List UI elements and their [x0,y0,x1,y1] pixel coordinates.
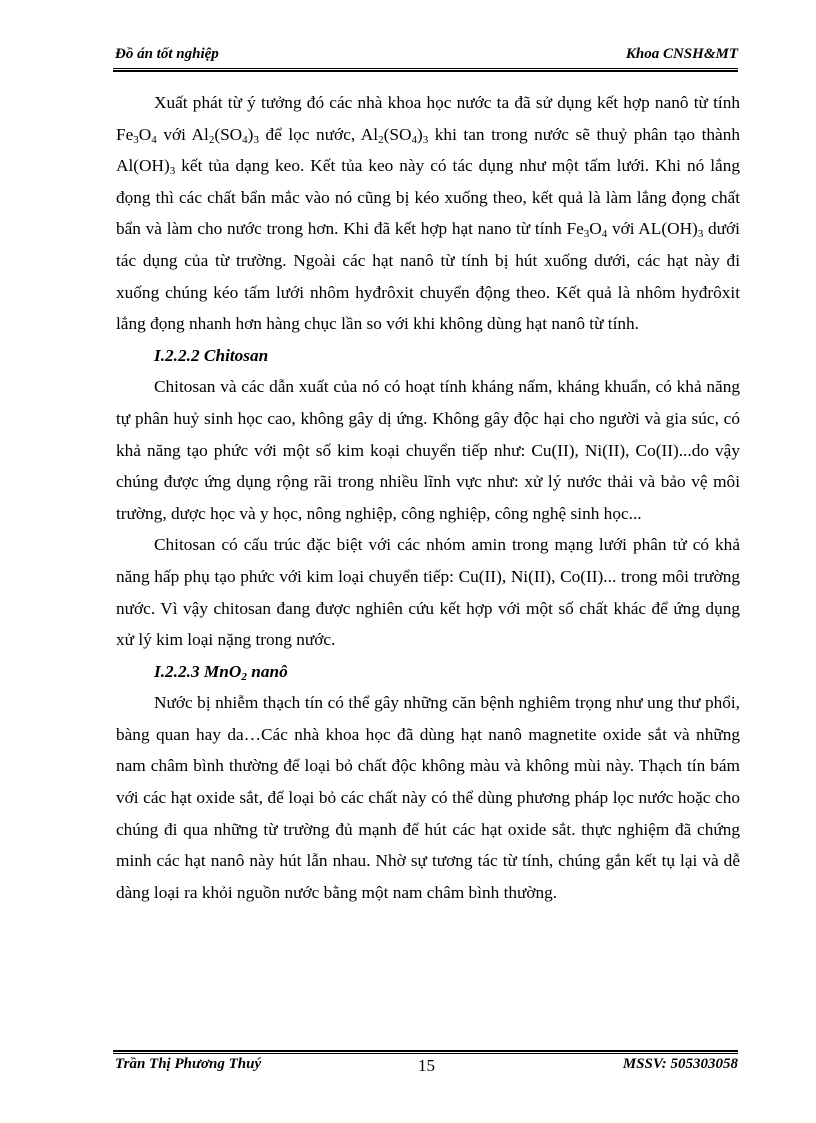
page-header [113,46,738,66]
paragraph-chitosan-structure: Chitosan có cấu trúc đặc biệt với các nhóm amin trong mạng lưới phân tử có khả năng hấp phụ tạo phức với kim loại chuyển tiếp: Cu(II), Ni(II), Co(II)... trong môi trường nước. Vì vậy chitosan đang được nghiên cứu kết hợp với một số chất khác để ứng dụng xử lý kim loại nặng trong nước. [116,535,740,650]
footer-student-id: MSSV: 505303058 [622,1056,738,1072]
page-number: 15 [418,1056,435,1075]
section-heading-chitosan: I.2.2.2 Chitosan [154,345,269,365]
page-footer [113,1056,738,1078]
paragraph-arsenic-removal: Nước bị nhiễm thạch tín có thể gây những căn bệnh nghiêm trọng như ung thư phổi, bàng quan hay da…Các nhà khoa học đã dùng hạt nanô magnetite oxide sắt và những nam châm bình thường để loại bỏ chất độc không màu và không mùi này. Thạch tín bám với các hạt oxide sắt, để loại bỏ các chất này có thể dùng phương pháp lọc nước hoặc cho chúng đi qua những từ trường đủ mạnh để hút các hạt oxide sắt. thực nghiệm đã chứng minh các hạt nanô này hút lẫn nhau. Nhờ sự tương tác từ tính, chúng gắn kết tụ lại và dễ dàng loại ra khỏi nguồn nước bằng một nam châm bình thường. [116,693,740,902]
header-thesis-title: Đồ án tốt nghiệp [115,46,219,62]
paragraph-nanomagnetic-filter: Xuất phát từ ý tưởng đó các nhà khoa học nước ta đã sử dụng kết hợp nanô từ tính $Fe_3O_4$ với $Al_2(SO_4)_3$ để lọc nước, $Al_2(SO_4)_3$ khi tan trong nước sẽ thuỷ phân tạo thành $Al(OH)_3$ kết tủa dạng keo. Kết tủa keo này có tác dụng như một tấm lưới. Khi nó lắng đọng thì các chất bẩn mắc vào nó cũng bị kéo xuống theo, kết quả là làm lắng đọng chất bẩn và làm cho nước trong hơn. Khi đã kết hợp hạt nano từ tính $Fe_3O_4$ với $AL(OH)_3$ dưới tác dụng của từ trường. Ngoài các hạt nanô từ tính bị hút xuống dưới, các hạt này đi xuống chúng kéo tấm lưới nhôm hyđrôxit chuyển động theo. Kết quả là nhôm hyđrôxit lắng đọng nhanh hơn hàng chục lần so với khi không dùng hạt nanô từ tính. [116,93,740,334]
footer-author: Trần Thị Phương Thuý [115,1056,262,1072]
paragraph-chitosan-properties: Chitosan và các dẫn xuất của nó có hoạt tính kháng nấm, kháng khuẩn, có khả năng tự phân huỷ sinh học cao, không gây dị ứng. Không gây độc hại cho người và gia súc, có khả năng tạo phức với một số kim koại chuyển tiếp như: Cu(II), Ni(II), Co(II)...do vậy chúng được ứng dụng rộng rãi trong nhiều lĩnh vực như: xử lý nước thải và bảo vệ môi trường, dược học và y học, nông nghiệp, công nghiệp, công nghệ sinh học... [116,377,740,523]
header-faculty: Khoa CNSH&MT [625,46,738,62]
footer-divider [113,1050,738,1054]
header-divider [113,68,738,72]
section-heading-mno2: I.2.2.3 MnO$_2$ nanô [154,661,288,683]
page-body [116,87,740,908]
